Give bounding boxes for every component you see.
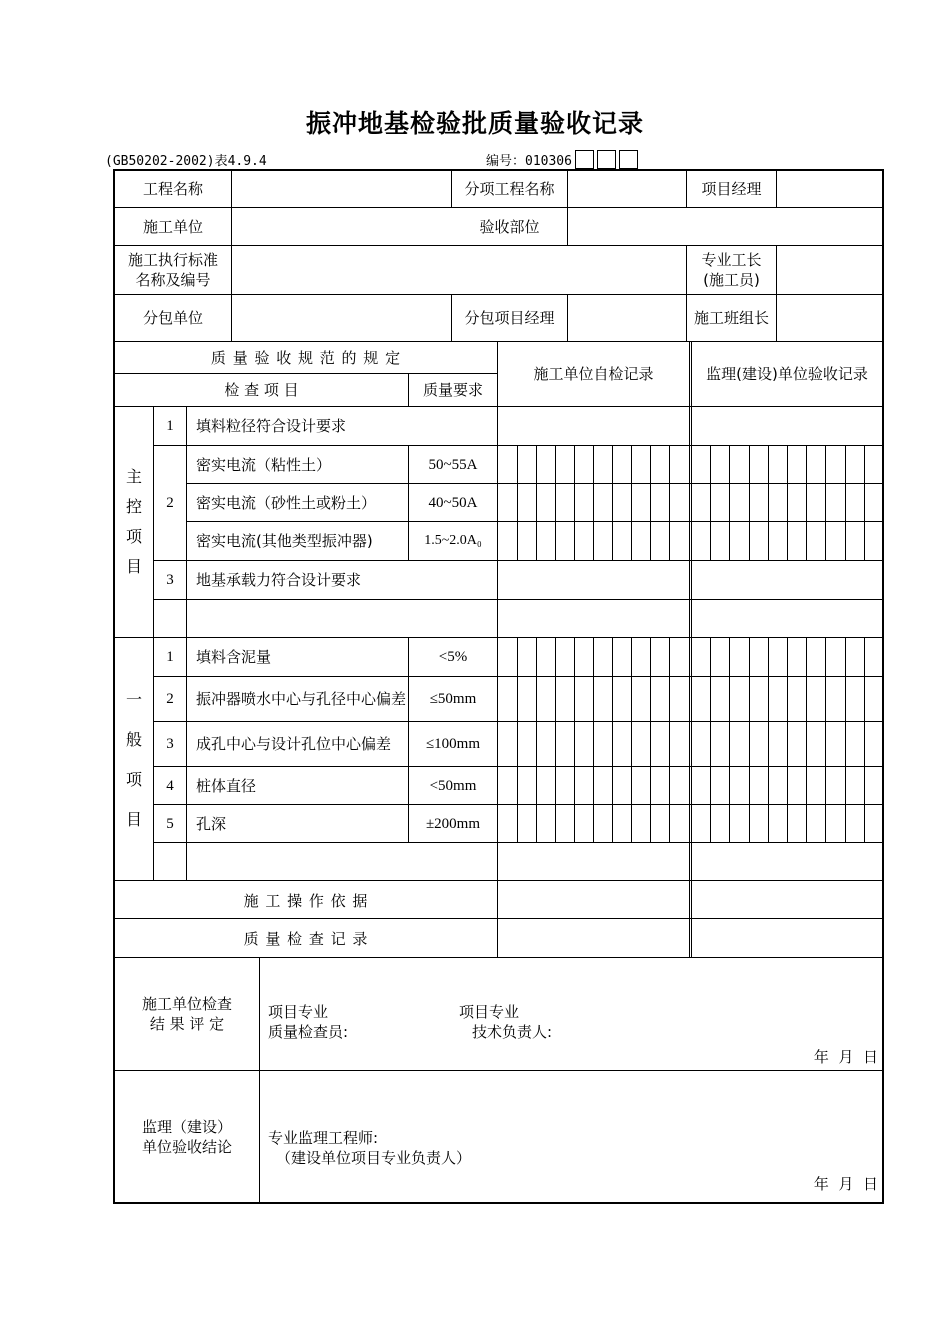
check-cell-divider [650,445,651,483]
check-cell-divider [536,521,537,560]
main-row-item: 密实电流(其他类型振冲器) [196,532,373,550]
check-cell-divider [650,804,651,842]
supervisor-eval-label-1: 监理（建设） [141,1117,232,1136]
main-row-req: 1.5~2.0A₀ [424,533,482,548]
check-cell-divider [669,637,670,676]
grid-line-double [689,341,690,957]
check-cell-divider [749,676,750,721]
check-cell-divider [845,804,846,842]
supervisor-eval-label [115,1071,259,1202]
main-row-item: 填料粒径符合设计要求 [196,417,347,435]
check-cell-divider [845,521,846,560]
check-cell-divider [825,804,826,842]
check-cell-divider [864,766,865,804]
technical-lead-line-2: 技术负责人: [472,1023,553,1041]
check-cell-divider [710,676,711,721]
self-check-heading: 施工单位自检记录 [533,365,654,383]
check-cell-divider [536,676,537,721]
check-cell-divider [669,721,670,766]
check-cell-divider [536,766,537,804]
check-cell-divider [749,766,750,804]
check-cell-divider [536,483,537,521]
main-row-item: 密实电流（砂性土或粉土） [196,494,377,512]
check-cell-divider [555,521,556,560]
contractor-eval-date: 年 月 日 [813,1048,878,1066]
grid-line-double [691,341,692,957]
general-row-req: ≤100mm [425,736,481,752]
check-cell-divider [612,676,613,721]
check-cell-divider [806,721,807,766]
check-cell-divider [768,804,769,842]
check-cell-divider [825,445,826,483]
general-label-char: 目 [125,809,142,829]
supervising-engineer-line-1: 专业监理工程师: [268,1129,379,1147]
inspection-part-field[interactable] [568,208,882,246]
check-cell-divider [768,721,769,766]
check-cell-divider [612,445,613,483]
check-cell-divider [825,483,826,521]
foreman-field[interactable] [777,246,882,294]
check-cell-divider [631,721,632,766]
check-cell-divider [631,445,632,483]
check-cell-divider [787,521,788,560]
check-cell-divider [669,521,670,560]
check-cell-divider [650,676,651,721]
check-cell-divider [555,637,556,676]
check-cell-divider [555,766,556,804]
check-cell-divider [555,676,556,721]
main-row-req: 50~55A [428,457,478,473]
foreman-label [687,246,776,294]
contractor-label: 施工单位 [142,218,203,236]
check-cell-divider [555,483,556,521]
check-cell-divider [729,721,730,766]
general-row-no: 4 [166,777,174,794]
check-cell-divider [574,521,575,560]
check-cell-divider [845,721,846,766]
check-cell-divider [845,676,846,721]
check-cell-divider [825,766,826,804]
check-cell-divider [710,766,711,804]
project-name-label: 工程名称 [142,180,203,198]
check-cell-divider [574,676,575,721]
general-row-req: ≤50mm [429,691,477,707]
check-cell-divider [593,445,594,483]
requirement-heading: 质量要求 [422,381,483,399]
team-leader-label: 施工班组长 [693,308,769,327]
check-cell-divider [669,483,670,521]
general-label-char: 般 [125,729,142,749]
check-cell-divider [650,483,651,521]
document-title: 振冲地基检验批质量验收记录 [305,109,644,138]
check-cell-divider [806,521,807,560]
check-cell-divider [825,521,826,560]
check-cell-divider [825,637,826,676]
check-cell-divider [517,766,518,804]
record-label: 质 量 检 查 记 录 [243,929,369,948]
check-cell-divider [749,445,750,483]
check-cell-divider [517,804,518,842]
quality-inspector-line-2: 质量检查员: [268,1023,349,1041]
technical-lead [459,1002,629,1046]
contractor-field[interactable] [232,208,451,246]
check-cell-divider [864,721,865,766]
check-cell-divider [864,483,865,521]
general-row-item: 振冲器喷水中心与孔径中心偏差 [196,690,407,708]
check-cell-divider [768,676,769,721]
general-row-no: 1 [166,649,174,665]
check-cell-divider [631,804,632,842]
check-cell-divider [593,676,594,721]
supervising-engineer [268,1128,568,1174]
check-cell-divider [825,721,826,766]
inspection-part-label: 验收部位 [479,218,540,236]
general-items-label [115,638,153,881]
main-row-no: 1 [166,418,174,434]
project-name-field[interactable] [232,170,451,208]
check-cell-divider [650,521,651,560]
check-cell-divider [787,483,788,521]
quality-inspector [268,1002,418,1046]
sub-project-label: 分项工程名称 [464,180,555,198]
main-label-char: 目 [125,557,142,576]
standard-label-line-1: 施工执行标准 [127,251,218,269]
check-cell-divider [631,766,632,804]
check-cell-divider [669,676,670,721]
check-cell-divider [749,804,750,842]
check-cell-divider [574,804,575,842]
check-cell-divider [669,445,670,483]
check-cell-divider [729,676,730,721]
sub-project-field[interactable] [568,170,686,208]
check-cell-divider [631,637,632,676]
check-cell-divider [710,637,711,676]
check-cell-divider [574,483,575,521]
check-cell-divider [650,721,651,766]
check-cell-divider [729,445,730,483]
check-cell-divider [864,676,865,721]
check-cell-divider [669,766,670,804]
general-row-item: 填料含泥量 [196,648,272,666]
check-cell-divider [612,637,613,676]
check-cell-divider [845,445,846,483]
check-cell-divider [806,804,807,842]
main-label-char: 项 [125,527,142,546]
check-cell-divider [825,676,826,721]
foreman-label-line-2: (施工员) [703,271,760,289]
check-cell-divider [710,721,711,766]
main-row-req: 40~50A [428,495,478,511]
check-cell-divider [555,804,556,842]
check-cell-divider [555,445,556,483]
standard-label [115,246,231,294]
main-control-label [115,407,153,637]
check-cell-divider [806,445,807,483]
check-cell-divider [768,521,769,560]
check-cell-divider [768,483,769,521]
contractor-eval-label-2: 结 果 评 定 [149,1015,225,1033]
general-row-item: 成孔中心与设计孔位中心偏差 [196,735,392,753]
check-cell-divider [669,804,670,842]
check-cell-divider [729,637,730,676]
team-leader-field[interactable] [777,294,882,341]
check-cell-divider [864,804,865,842]
general-label-char: 项 [125,769,142,789]
check-cell-divider [593,804,594,842]
project-manager-field[interactable] [777,170,882,208]
general-row-req: <50mm [429,777,477,794]
grid-line-horizontal [153,842,883,843]
check-cell-divider [787,445,788,483]
basis-label: 施 工 操 作 依 据 [243,891,369,910]
standard-field[interactable] [232,246,686,294]
main-row-no: 3 [166,572,174,588]
main-row-item: 地基承载力符合设计要求 [196,571,362,589]
check-cell-divider [612,766,613,804]
general-row-no: 2 [166,691,174,707]
check-cell-divider [650,637,651,676]
foreman-label-line-1: 专业工长 [701,251,762,269]
check-cell-divider [612,804,613,842]
general-row-item: 孔深 [196,814,227,833]
check-cell-divider [593,721,594,766]
check-cell-divider [845,766,846,804]
contractor-eval-label-1: 施工单位检查 [141,995,232,1013]
check-cell-divider [517,483,518,521]
grid-line-horizontal [115,880,883,881]
supervising-engineer-line-2: （建设单位项目专业负责人） [276,1149,472,1167]
check-cell-divider [864,637,865,676]
main-row-item: 密实电流（粘性土） [196,456,332,474]
check-cell-divider [749,521,750,560]
check-cell-divider [845,483,846,521]
check-cell-divider [612,521,613,560]
grid-line-horizontal [153,599,883,600]
serial-box-2[interactable] [597,150,616,169]
standard-reference: (GB50202-2002)表4.9.4 [105,154,267,169]
grid-line-vertical [259,957,260,1202]
check-cell-divider [536,637,537,676]
standard-label-line-2: 名称及编号 [135,271,211,289]
check-cell-divider [631,521,632,560]
check-cell-divider [593,637,594,676]
general-row-req: ±200mm [425,815,481,832]
sub-manager-label: 分包项目经理 [464,308,555,327]
check-cell-divider [864,521,865,560]
check-cell-divider [593,766,594,804]
main-row-no: 2 [166,495,174,511]
serial-box-1[interactable] [575,150,594,169]
check-cell-divider [749,721,750,766]
check-cell-divider [631,676,632,721]
check-cell-divider [787,637,788,676]
check-cell-divider [612,721,613,766]
check-cell-divider [768,445,769,483]
check-cell-divider [729,766,730,804]
main-label-char: 主 [125,467,142,486]
check-cell-divider [787,804,788,842]
check-cell-divider [574,766,575,804]
check-cell-divider [729,521,730,560]
technical-lead-line-1: 项目专业 [459,1003,520,1021]
general-row-no: 5 [166,815,174,832]
subcontractor-label: 分包单位 [142,308,203,327]
check-cell-divider [710,521,711,560]
check-cell-divider [536,445,537,483]
spec-heading: 质 量 验 收 规 范 的 规 定 [210,348,402,367]
check-cell-divider [806,676,807,721]
check-cell-divider [555,721,556,766]
contractor-eval-label [115,958,259,1070]
check-cell-divider [710,445,711,483]
supervisor-heading: 监理(建设)单位验收记录 [706,365,868,383]
sub-manager-field[interactable] [568,294,686,341]
check-cell-divider [612,483,613,521]
check-cell-divider [845,637,846,676]
check-cell-divider [517,721,518,766]
general-row-req: <5% [438,649,468,665]
check-cell-divider [517,676,518,721]
supervisor-eval-date: 年 月 日 [813,1175,878,1193]
check-cell-divider [729,804,730,842]
check-cell-divider [749,483,750,521]
check-cell-divider [517,521,518,560]
check-cell-divider [574,721,575,766]
check-cell-divider [806,483,807,521]
check-cell-divider [729,483,730,521]
check-cell-divider [631,483,632,521]
check-cell-divider [593,521,594,560]
check-cell-divider [574,637,575,676]
general-row-item: 桩体直径 [196,776,257,795]
check-cell-divider [574,445,575,483]
check-cell-divider [768,766,769,804]
supervisor-eval-label-2: 单位验收结论 [141,1137,232,1156]
check-cell-divider [749,637,750,676]
general-row-no: 3 [166,736,174,752]
check-cell-divider [787,766,788,804]
check-cell-divider [710,483,711,521]
quality-inspector-line-1: 项目专业 [268,1003,329,1021]
check-cell-divider [787,676,788,721]
grid-line-vertical [497,341,498,957]
check-cell-divider [787,721,788,766]
main-label-char: 控 [125,497,142,516]
serial-box-3[interactable] [619,150,638,169]
check-cell-divider [517,637,518,676]
check-cell-divider [593,483,594,521]
project-manager-label: 项目经理 [701,180,762,198]
check-cell-divider [806,766,807,804]
check-cell-divider [536,721,537,766]
check-cell-divider [710,804,711,842]
check-cell-divider [768,637,769,676]
item-heading: 检 查 项 目 [224,381,299,399]
check-cell-divider [517,445,518,483]
general-label-char: 一 [125,689,142,709]
check-cell-divider [806,637,807,676]
check-cell-divider [650,766,651,804]
serial-number [486,150,638,169]
subcontractor-field[interactable] [232,294,451,341]
check-cell-divider [536,804,537,842]
check-cell-divider [864,445,865,483]
serial-label: 编号：010306 [486,154,572,169]
